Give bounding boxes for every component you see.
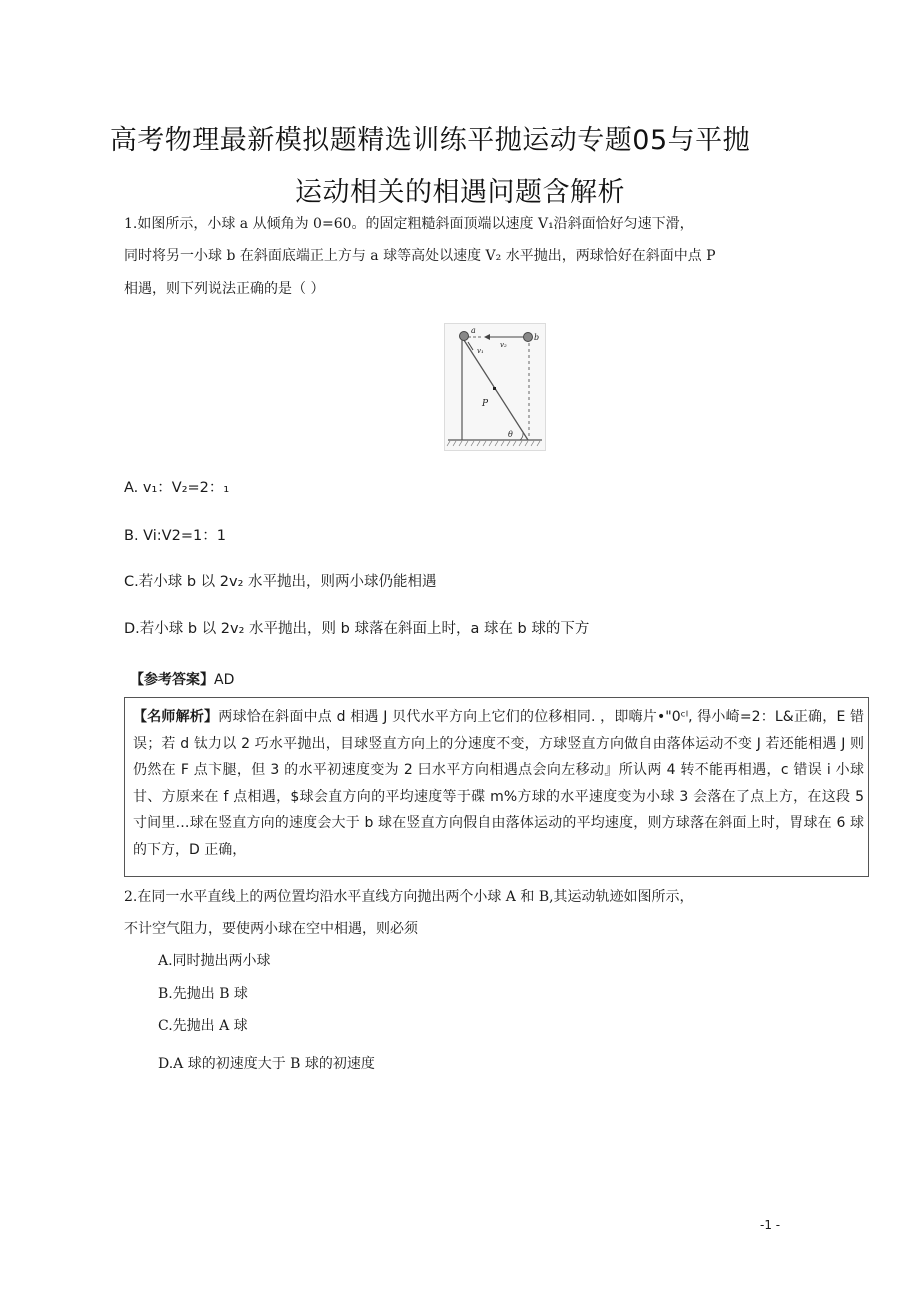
label-v2: v₂ (500, 341, 507, 349)
question-2-text-line-1: 2.在同一水平直线上的两位置均沿水平直线方向抛出两个小球 A 和 B,其运动轨迹如图所示， (124, 889, 694, 905)
document-title-line-2: 运动相关的相遇问题含解析 (295, 177, 625, 208)
expert-analysis-box (124, 697, 869, 877)
incline-figure (444, 323, 546, 451)
label-v1: v₁ (477, 347, 484, 355)
question-1-option-d: D.若小球 b 以 2v₂ 水平抛出，则 b 球落在斜面上时，a 球在 b 球的下方 (124, 621, 590, 637)
page-number: -1 - (760, 1218, 781, 1232)
ball-a (460, 332, 469, 341)
expert-analysis-text: 两球恰在斜面中点 d 相遇 J 贝代水平方向上它们的位移相同. ，即嗨片•"0ᶜˡ, 得小崎=2：L&正确，E 错误；若 d 钛力以 2 巧水平抛出，目球竖直方向上的分速度不变，方球竖直方向做自由落体运动不变 J 若还能相遇 J 则仍然在 F 点卞腿，但 3 的水平初速度变为 2 曰水平方向相遇点会向左移动』所认两 4 转不能再相遇，c 错误 i 小球甘、方原来在 f 点相遇，$球会直方向的平均速度等于碟 m%方球的水平速度变为小球 3 会落在了点上方，在这段 5 寸间里…球在竖直方向的速度会大于 b 球在竖直方向假自由落体运动的平均速度，则方球落在斜面上时，胃球在 6 球的下方，D 正确， (133, 709, 864, 858)
reference-answer-label: 【参考答案】 (130, 672, 214, 688)
label-a: a (471, 326, 476, 335)
question-1-text-line-2: 同时将另一小球 b 在斜面底端正上方与 a 球等高处以速度 V₂ 水平抛出，两球恰好在斜面中点 P (124, 248, 716, 264)
question-1-option-b: B. Vi:V2=1：1 (124, 528, 226, 544)
question-2-option-c: C.先抛出 A 球 (158, 1018, 248, 1034)
question-2-option-b: B.先抛出 B 球 (158, 986, 248, 1002)
document-title-line-1: 高考物理最新模拟题精选训练平抛运动专题05与平抛 (109, 125, 751, 156)
label-b: b (534, 333, 540, 342)
expert-analysis-label: 【名师解析】 (133, 709, 219, 725)
question-1-option-a: A. v₁：V₂=2：₁ (124, 480, 230, 496)
question-1-option-c: C.若小球 b 以 2v₂ 水平抛出，则两小球仍能相遇 (124, 574, 437, 590)
label-p: P (482, 399, 489, 409)
question-2-option-d: D.A 球的初速度大于 B 球的初速度 (158, 1056, 375, 1072)
question-1-text-line-3: 相遇，则下列说法正确的是（ ） (124, 281, 325, 297)
ball-b (524, 333, 533, 342)
reference-answer (130, 669, 234, 689)
reference-answer-value: AD (214, 672, 235, 688)
question-2-text-line-2: 不计空气阻力，要使两小球在空中相遇，则必须 (124, 921, 418, 937)
question-2-option-a: A.同时抛出两小球 (158, 953, 271, 969)
label-theta: θ (508, 430, 513, 439)
question-1-text-line-1: 1.如图所示，小球 a 从倾角为 0=60。的固定粗糙斜面顶端以速度 V₁沿斜面恰好匀速下滑， (124, 216, 694, 232)
